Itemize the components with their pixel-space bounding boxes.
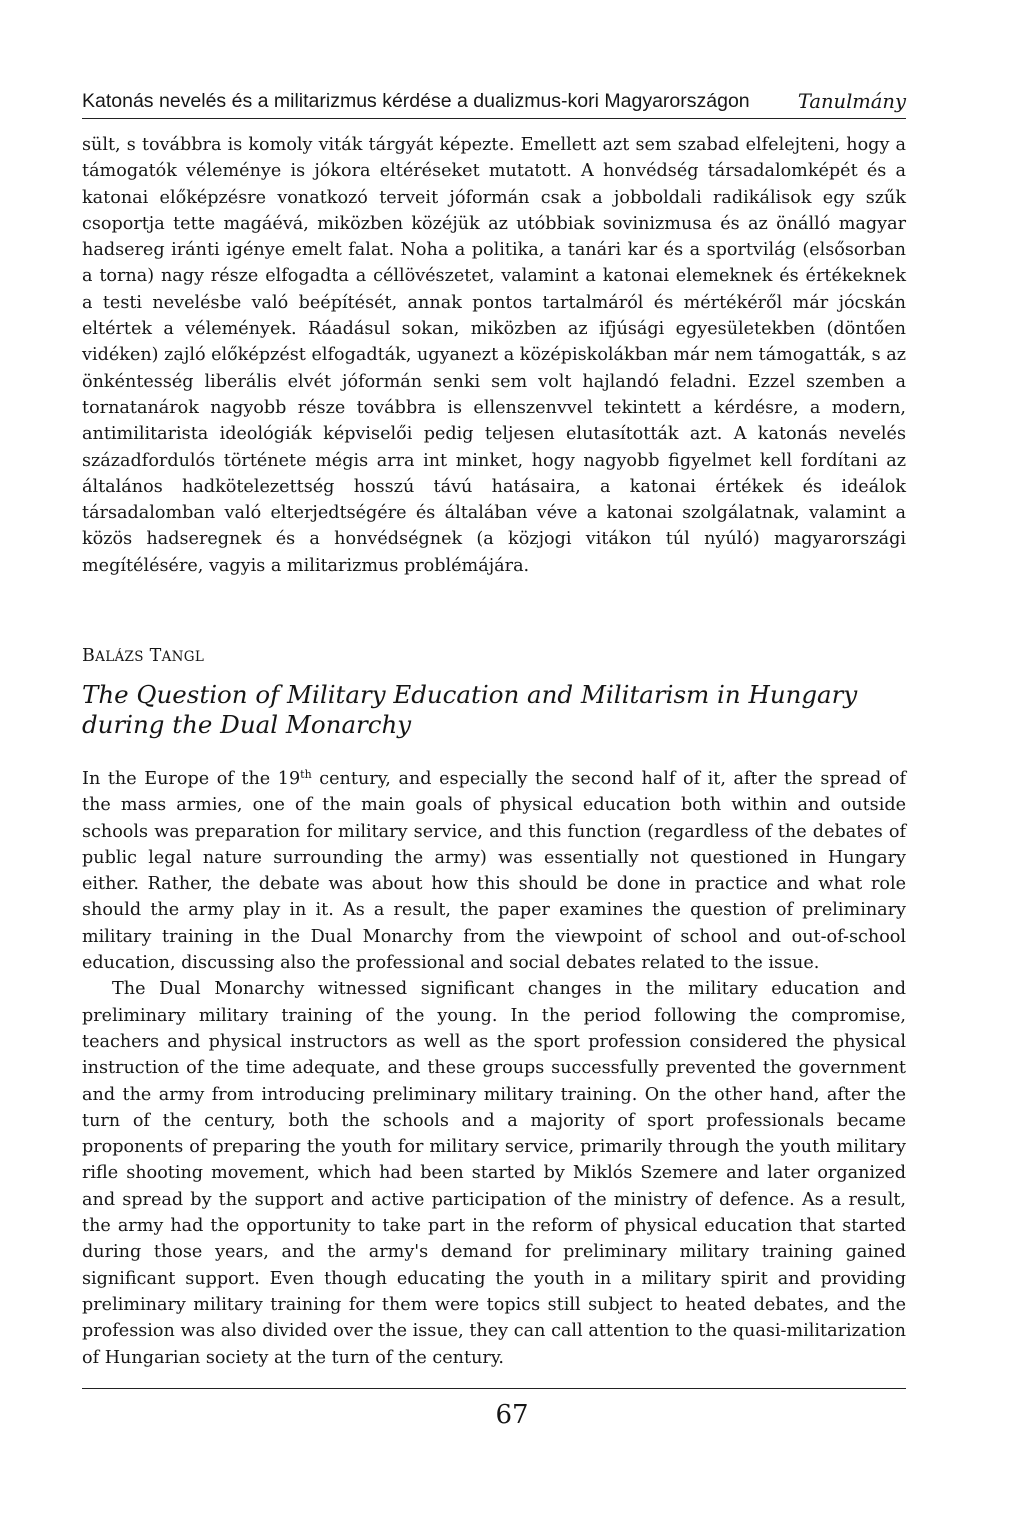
footer-rule (82, 1388, 906, 1389)
section-label: Tanulmány (797, 90, 906, 113)
hungarian-paragraph: sült, s továbbra is komoly viták tárgyát képezte. Emellett azt sem szabad elfelejteni, hogy a támogatók véleménye is jókora eltéréseket mutatott. A honvédség társadalomképét és a katonai előképzésre vonatkozó terveit jóformán csak a jobboldali radikálisok egy szűk csoportja tette magáévá, miközben közéjük az utóbbiak sovinizmusa és az önálló magyar hadsereg iránti igénye emelt falat. Noha a politika, a tanári kar és a sportvilág (elsősorban a torna) nagy része elfogadta a céllövészetet, valamint a katonai elemeknek és értékeknek a testi nevelésbe való beépítését, annak pontos tartalmáról és mértékéről már jócskán eltértek a vélemények. Ráadásul sokan, miközben az ifjúsági egyesületekben (döntően vidéken) zajló előképzést elfogadták, ugyanezt a középiskolákban már nem támogatták, s az önkéntesség liberális elvét jóformán senki sem volt hajlandó feladni. Ezzel szemben a tornatanárok nagyobb része továbbra is ellenszenvvel tekintett a kérdésre, a modern, antimilitarista ideológiák képviselői pedig teljesen elutasították azt. A katonás nevelés századfordulós története mégis arra int minket, hogy nagyobb figyelmet kell fordítani az általános hadkötelezettség hosszú távú hatásaira, a katonai értékek és ideálok társadalomban való elterjedtségére és általában véve a katonai szolgálatnak, valamint a közös hadseregnek és a honvédségnek (a közjogi vitákon túl nyúló) magyarországi megítélésére, vagyis a militarizmus problémájára. (82, 135, 907, 576)
running-header (82, 88, 906, 119)
english-paragraph-1: In the Europe of the 19th century, and especially the second half of it, after the spread of the mass armies, one of the main goals of physical education both within and outside schools was preparation for military service, and this function (regardless of the debates of public legal nature surrounding the army) was essentially not questioned in Hungary either. Rather, the debate was about how this should be done in practice and what role should the army play in it. As a result, the paper examines the question of preliminary military training in the Dual Monarchy from the viewpoint of school and out-of-school education, discussing also the professional and social debates related to the issue. (82, 768, 906, 974)
author-name: BALÁZS TANGL (82, 646, 205, 666)
english-abstract (82, 766, 906, 1371)
running-title: Katonás nevelés és a militarizmus kérdése a dualizmus-kori Magyarországon (82, 90, 750, 112)
page-number: 67 (495, 1400, 529, 1430)
hungarian-body (82, 132, 906, 579)
english-title: The Question of Military Education and Militarism in Hungary during the Dual Monarchy (82, 680, 858, 739)
english-paragraph-2: The Dual Monarchy witnessed significant changes in the military education and preliminary military training of the young. In the period following the compromise, teachers and physical instructors as well as the sport profession considered the physical instruction of the time adequate, and these groups successfully prevented the government and the army from introducing preliminary military training. On the other hand, after the turn of the century, both the schools and a majority of sport professionals became proponents of preparing the youth for military service, primarily through the youth military rifle shooting movement, which had been started by Miklós Szemere and later organized and spread by the support and active participation of the ministry of defence. As a result, the army had the opportunity to take part in the reform of physical education that started during those years, and the army's demand for preliminary military training gained significant support. Even though educating the youth in a military spirit and providing preliminary military training for them were topics still subject to heated debates, and the profession was also divided over the issue, they can call attention to the quasi-militarization of Hungarian society at the turn of the century. (82, 979, 906, 1368)
